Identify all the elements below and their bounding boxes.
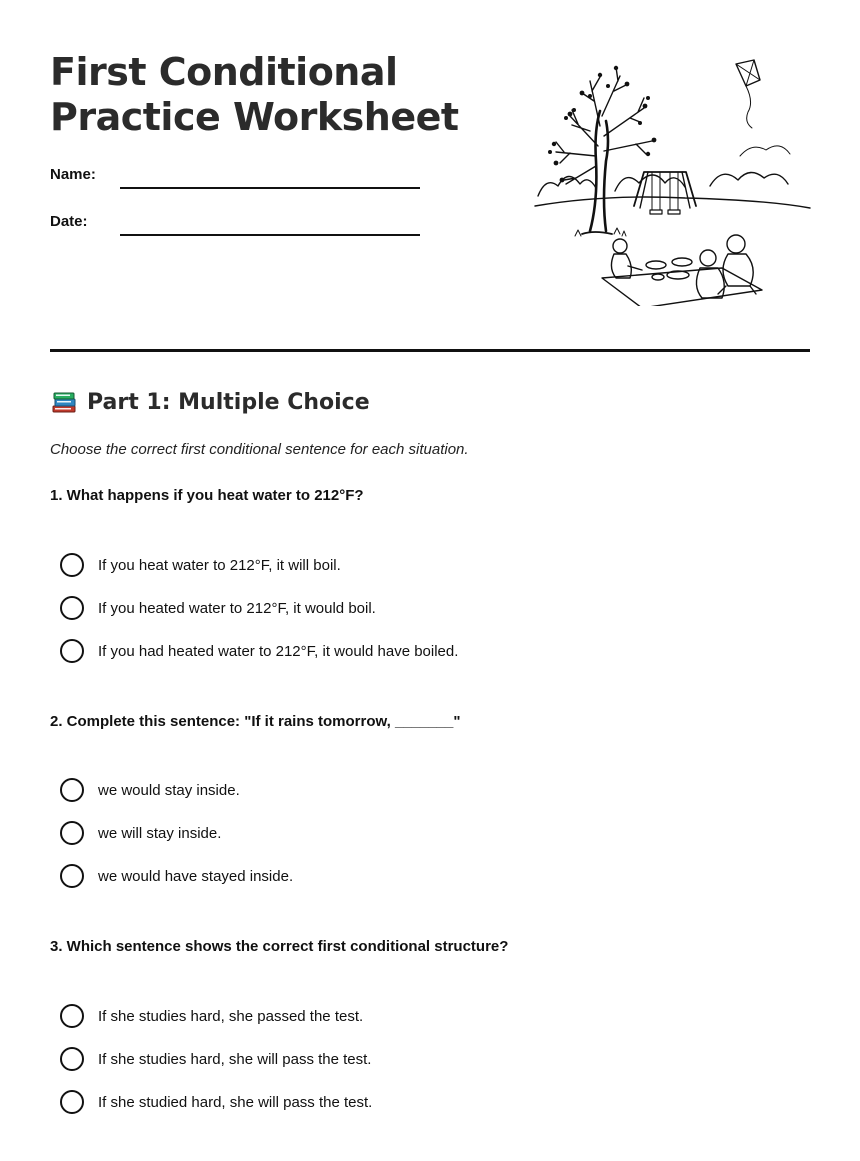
option-text: If you heated water to 212°F, it would boil. [98, 599, 376, 617]
question-3-option-2[interactable] [60, 1047, 371, 1071]
park-picnic-illustration [530, 56, 820, 306]
option-text: If you heat water to 212°F, it will boil. [98, 556, 341, 574]
option-text: If she studies hard, she will pass the test. [98, 1050, 372, 1068]
question-1-option-3[interactable] [60, 639, 458, 663]
part1-heading-text: Part 1: Multiple Choice [87, 389, 370, 415]
option-text: If she studies hard, she passed the test. [98, 1007, 364, 1025]
radio-button[interactable] [60, 1004, 84, 1028]
radio-button[interactable] [60, 639, 84, 663]
question-2-option-2[interactable] [60, 821, 221, 845]
name-field[interactable] [120, 187, 420, 189]
date-label: Date: [50, 213, 88, 230]
question-3-option-1[interactable] [60, 1004, 363, 1028]
worksheet-title [50, 50, 459, 140]
option-text: If you had heated water to 212°F, it would have boiled. [98, 642, 459, 660]
question-3-option-3[interactable] [60, 1090, 372, 1114]
date-field[interactable] [120, 234, 420, 236]
part1-heading [50, 388, 370, 416]
section-divider [50, 349, 810, 352]
title-line-2: Practice Worksheet [50, 95, 459, 139]
radio-button[interactable] [60, 553, 84, 577]
part1-instructions: Choose the correct first conditional sentence for each situation. [50, 441, 469, 458]
books-icon [50, 388, 78, 416]
radio-button[interactable] [60, 1047, 84, 1071]
radio-button[interactable] [60, 864, 84, 888]
title-line-1: First Conditional [50, 50, 398, 94]
option-text: we will stay inside. [98, 824, 222, 842]
question-1-option-2[interactable] [60, 596, 376, 620]
question-1: 1. What happens if you heat water to 212°F? [50, 487, 364, 504]
option-text: If she studied hard, she will pass the test. [98, 1093, 373, 1111]
option-text: we would stay inside. [98, 781, 240, 799]
name-label: Name: [50, 166, 96, 183]
radio-button[interactable] [60, 596, 84, 620]
option-text: we would have stayed inside. [98, 867, 294, 885]
radio-button[interactable] [60, 778, 84, 802]
question-2-option-3[interactable] [60, 864, 293, 888]
question-2: 2. Complete this sentence: "If it rains tomorrow, _______" [50, 713, 461, 730]
question-2-option-1[interactable] [60, 778, 240, 802]
question-3: 3. Which sentence shows the correct first conditional structure? [50, 938, 509, 955]
radio-button[interactable] [60, 821, 84, 845]
radio-button[interactable] [60, 1090, 84, 1114]
question-1-option-1[interactable] [60, 553, 341, 577]
